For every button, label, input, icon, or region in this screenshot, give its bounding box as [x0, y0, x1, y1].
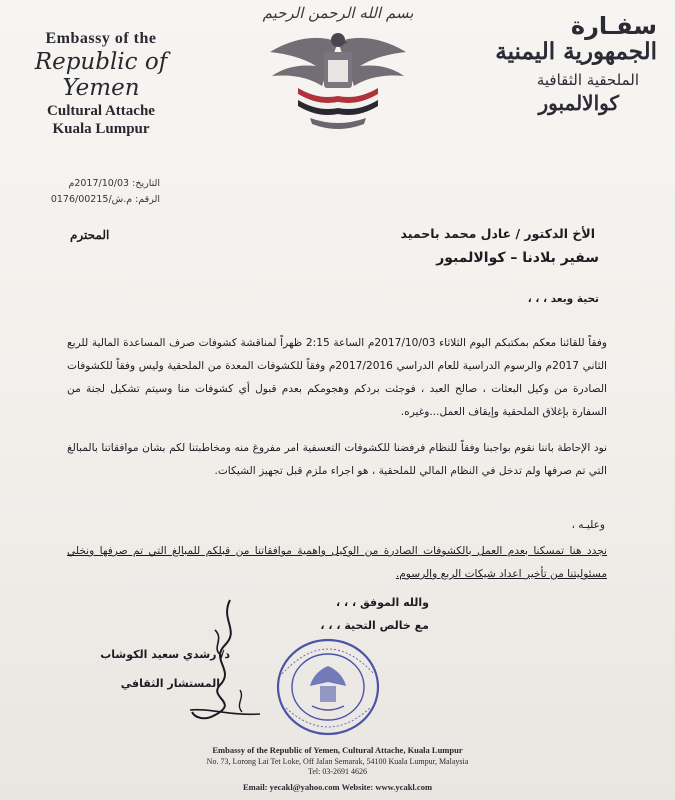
recipient-name: الأخ الدكتور / عادل محمد باحميد [400, 226, 595, 241]
footer-line-4: Email: yecakl@yahoo.com Website: www.ycakl.com [242, 782, 433, 792]
body-paragraph-3: نجدد هنا تمسكنا بعدم العمل بالكشوفات الصادرة من الوكيل واهمية موافقاتنا من قبلكم للمبالغ التي تم صرفها ونخلي مسئوليتنا من تأخير اعداد شيكات الربع والرسوم. [67, 545, 607, 580]
letterhead-arabic [457, 12, 657, 115]
letterhead-ar-line3: الملحقية الثقافية [536, 71, 639, 89]
eagle-emblem-icon [258, 4, 418, 144]
letterhead-english [6, 30, 196, 138]
handwritten-signature [180, 590, 270, 740]
recipient-title: سفير بلادنا – كوالالمبور [436, 250, 599, 266]
official-stamp-seal [272, 634, 384, 740]
emblem [258, 4, 418, 144]
closing-line-2: مع خالص التحية ، ، ، [320, 619, 429, 632]
basmala: بسم الله الرحمن الرحيم [262, 4, 414, 22]
body-paragraph-1: وفقاً للقائنا معكم بمكتبكم اليوم الثلاثاء 2017/10/03م الساعة 2:15 ظهراً لمناقشة كشوفات صرف المساعدة المالية للربع الثاني 2017م والرسوم الدراسية للعام الدراسي 2017/2016م وفقاً للكشوفات المعدة من الملحقية وليس وفقاً للكشوفات الصادرة من وكيل البعثات ، صالح العبد ، فوجئت بردكم وهجومكم بعدم قبول أي كشوفات منا وسيتم تشكيل لجنة من السفارة بإغلاق الملحقية وإيقاف العمل...وغيره. [67, 337, 607, 418]
letter-meta [30, 176, 160, 208]
signer-title: المستشار الثقافي [120, 677, 220, 690]
body-paragraph-2: نود الإحاطة باننا نقوم بواجبنا وفقاً للنظام فرفضنا للكشوفات التعسفية امر مفروغ منه ومخاطبتنا لكم بشان موافقاتنا بالمبالغ التي تم صرفها ولم تدخل في النظام المالي للملحقية ، هو اجراء ملزم قبل تجهيز الشيكات. [67, 442, 607, 477]
footer-line-1: Embassy of the Republic of Yemen, Cultural Attache, Kuala Lumpur [212, 745, 463, 755]
footer-line-2: No. 73, Lorong Lai Tet Loke, Off Jalan Semarak, 54100 Kuala Lumpur, Malaysia [206, 757, 469, 766]
letterhead-en-line4: Kuala Lumpur [52, 121, 150, 137]
letterhead-ar-line1: سفـارة [570, 12, 657, 40]
letterhead-ar-line2: الجمهورية اليمنية [495, 38, 657, 65]
signer-name: د/ رشدي سعيد الكوشاب [100, 648, 230, 661]
closing-line-1: والله الموفق ، ، ، [335, 596, 429, 609]
letter-reference: الرقم: م.ش/0176/00215 [50, 194, 160, 205]
footer-line-3: Tel: 03-2691 4626 [308, 767, 367, 776]
letter-date: التاريخ: 2017/10/03م [68, 178, 160, 189]
recipient-honorific: المحترم [70, 228, 110, 242]
letterhead-ar-line4: كوالالمبور [538, 91, 619, 115]
letterhead-en-line1: Embassy of the [45, 30, 157, 47]
letterhead-en-line2: Republic of Yemen [34, 49, 168, 101]
letterhead-en-line3: Cultural Attache [47, 103, 155, 119]
letter-greeting: تحية وبعد ، ، ، [527, 293, 599, 305]
body-connector: وعليـه ، [571, 519, 605, 531]
letter-footer [0, 745, 675, 792]
